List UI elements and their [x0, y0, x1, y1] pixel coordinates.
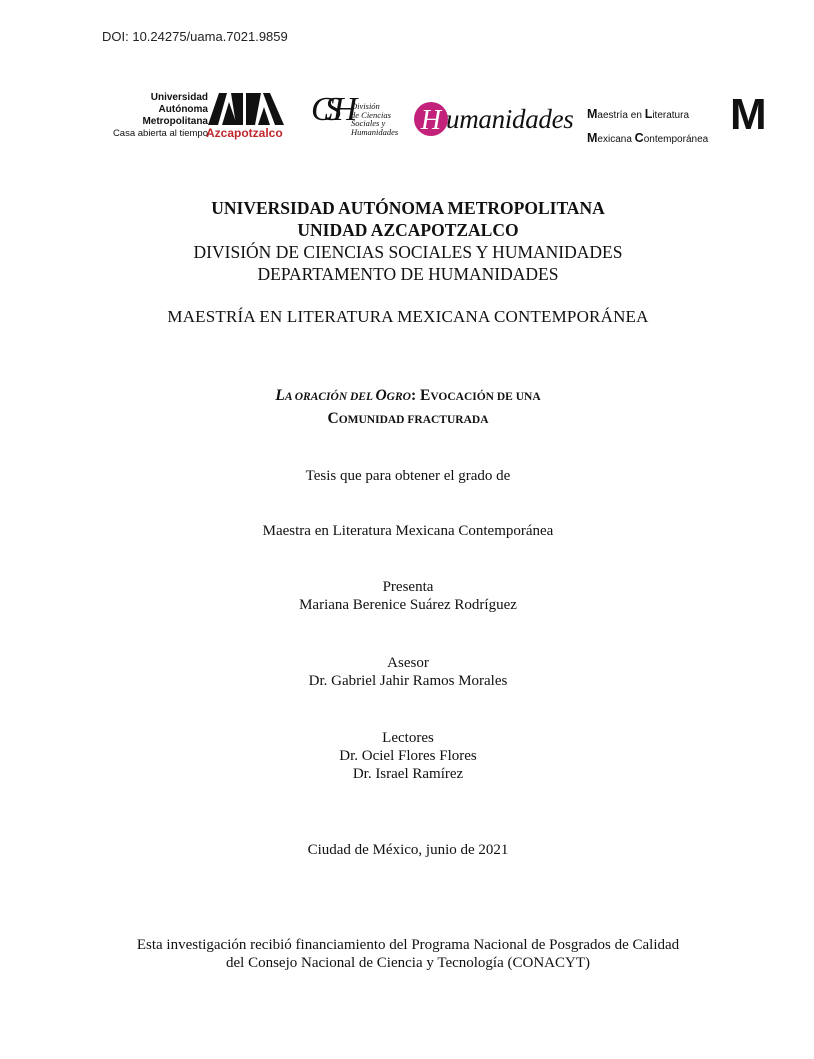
csh-line1: División: [351, 101, 380, 111]
maestria-line1: [587, 103, 708, 127]
csh-line3: Sociales y: [351, 118, 386, 128]
contemporanea-initial: C: [634, 131, 644, 145]
humanidades-letter: H: [420, 105, 442, 136]
author-block: [0, 578, 814, 614]
literatura-initial: L: [644, 107, 653, 121]
funding-note: [0, 936, 814, 972]
maestria-word: aestría en: [597, 110, 645, 121]
author-name: Mariana Berenice Suárez Rodríguez: [299, 597, 517, 613]
department-name: DEPARTAMENTO DE HUMANIDADES: [257, 264, 559, 284]
title-smallcaps: A ORACIÓN DEL: [284, 391, 376, 403]
csh-line4: Humanidades: [351, 126, 399, 137]
uam-logo-icon: [208, 93, 284, 125]
asesor-name: Dr. Gabriel Jahir Ramos Morales: [308, 673, 508, 689]
institution-block: [0, 197, 814, 285]
uam-name-line3: Metropolitana: [142, 116, 208, 127]
title-smallcaps: OMUNIDAD FRACTURADA: [338, 414, 489, 426]
degree-intro: Tesis que para obtener el grado de: [305, 468, 511, 484]
degree-name: Maestra en Literatura Mexicana Contemporánea: [262, 523, 554, 539]
university-name: UNIVERSIDAD AUTÓNOMA METROPOLITANA: [211, 198, 605, 218]
lectores-label: Lectores: [382, 730, 434, 746]
uam-logo-stroke: [246, 93, 261, 125]
mexicana-initial: M: [587, 131, 598, 145]
funding-line1: Esta investigación recibió financiamiento del Programa Nacional de Posgrados de Calidad: [136, 937, 680, 953]
maestria-line2: [587, 127, 708, 151]
humanidades-wordmark: umanidades: [446, 104, 574, 134]
thesis-title-line1: [0, 385, 814, 408]
title-smallcaps: VOCACIÓN DE UNA: [430, 391, 541, 403]
unit-name: UNIDAD AZCAPOTZALCO: [297, 220, 519, 240]
csh-letters: CSH: [311, 91, 349, 128]
division-name: DIVISIÓN DE CIENCIAS SOCIALES Y HUMANIDADES: [193, 242, 623, 262]
asesor-block: [0, 654, 814, 690]
csh-line2: de Ciencias: [351, 109, 391, 120]
lector-name: Dr. Israel Ramírez: [352, 766, 464, 782]
humanidades-logo-icon: [414, 100, 448, 138]
lectores-block: [0, 729, 814, 783]
place-date: Ciudad de México, junio de 2021: [307, 842, 509, 858]
maestria-initial: M: [587, 107, 598, 121]
asesor-label: Asesor: [387, 655, 429, 671]
thesis-title: [0, 385, 814, 431]
csh-wordmark: [351, 102, 398, 136]
title-cap: O: [375, 387, 387, 404]
uam-name-line2: Autónoma: [158, 104, 208, 115]
funding-line2: del Consejo Nacional de Ciencia y Tecnología (CONACYT): [226, 955, 590, 971]
work-title: [275, 388, 411, 404]
maestria-m-logo-icon: M: [730, 90, 767, 139]
csh-logo-icon: [311, 90, 348, 130]
uam-tagline: Casa abierta al tiempo: [112, 128, 208, 139]
doi-label: DOI: 10.24275/uama.7021.9859: [102, 29, 288, 44]
lector-name: Dr. Ociel Flores Flores: [339, 748, 477, 764]
uam-wordmark: [100, 92, 208, 140]
contemporanea-word: ontemporánea: [643, 134, 709, 145]
uam-name-line1: Universidad: [150, 92, 208, 103]
maestria-wordmark: [587, 103, 708, 151]
thesis-title-line2: [0, 408, 814, 431]
title-smallcaps: GRO: [386, 391, 411, 403]
title-colon: :: [410, 387, 420, 404]
mexicana-word: exicana: [597, 134, 635, 145]
title-cap: L: [275, 387, 285, 404]
program-name: MAESTRÍA EN LITERATURA MEXICANA CONTEMPORÁNEA: [167, 307, 649, 326]
uam-campus-label: Azcapotzalco: [206, 126, 283, 140]
title-cap: C: [327, 410, 339, 427]
title-cap: E: [419, 387, 431, 404]
uam-logo-stroke: [258, 107, 270, 125]
literatura-word: iteratura: [652, 110, 690, 121]
presenta-label: Presenta: [382, 579, 434, 595]
